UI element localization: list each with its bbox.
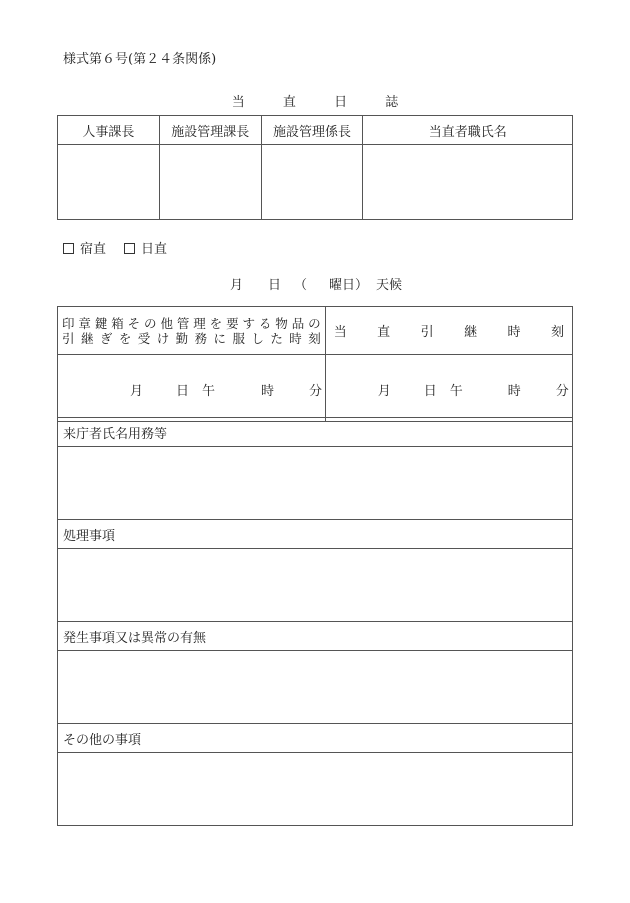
approval-table — [57, 115, 573, 220]
section-heading: その他の事項 — [58, 724, 573, 753]
approval-header: 施設管理課長 — [159, 116, 261, 145]
section-actions — [57, 519, 573, 622]
duty-officer-name-field[interactable] — [363, 145, 573, 220]
duty-type-night[interactable] — [63, 238, 106, 257]
weather-label: 天候 — [376, 278, 403, 293]
approval-header: 当直者職氏名 — [363, 116, 573, 145]
title-char: 誌 — [385, 95, 399, 110]
section-incidents — [57, 621, 573, 724]
handover-time-field[interactable]: 月 日 午 時 分 — [58, 355, 326, 422]
title-char: 直 — [282, 95, 296, 110]
handover-left-header: 印 章 鍵 箱 そ の 他 管 理 を 要 す る 物 品 の 引 継 ぎ を 受 け 勤 務 に 服 し た 時 刻 — [58, 307, 326, 355]
section-visitors — [57, 417, 573, 520]
weekday-label: 曜日） — [329, 278, 369, 293]
duty-handover-time-field[interactable]: 月 日 午 時 分 — [325, 355, 572, 422]
section-heading: 来庁者氏名用務等 — [58, 418, 573, 447]
day-label: 日 — [268, 278, 282, 293]
duty-type-label: 日直 — [141, 242, 168, 257]
stamp-box-facility-section[interactable] — [261, 145, 363, 220]
other-field[interactable] — [58, 753, 573, 826]
month-label: 月 — [230, 278, 244, 293]
section-heading: 処理事項 — [58, 520, 573, 549]
actions-field[interactable] — [58, 549, 573, 622]
stamp-box-facility-chief[interactable] — [159, 145, 261, 220]
section-other — [57, 723, 573, 826]
approval-header: 人事課長 — [58, 116, 160, 145]
checkbox-day[interactable] — [124, 243, 135, 254]
paren-open: （ — [294, 278, 308, 293]
document-title — [0, 91, 630, 110]
title-char: 当 — [231, 95, 245, 110]
handover-right-header: 当 直 引 継 時 刻 — [325, 307, 572, 355]
visitors-field[interactable] — [58, 447, 573, 520]
approval-header: 施設管理係長 — [261, 116, 363, 145]
title-char: 日 — [334, 95, 348, 110]
duty-type-label: 宿直 — [80, 242, 107, 257]
duty-type-day[interactable] — [124, 238, 167, 257]
section-heading: 発生事項又は異常の有無 — [58, 622, 573, 651]
form-number: 様式第６号(第２４条関係) — [63, 52, 217, 67]
checkbox-night[interactable] — [63, 243, 74, 254]
incidents-field[interactable] — [58, 651, 573, 724]
stamp-box-hr-chief[interactable] — [58, 145, 160, 220]
handover-table — [57, 306, 573, 422]
